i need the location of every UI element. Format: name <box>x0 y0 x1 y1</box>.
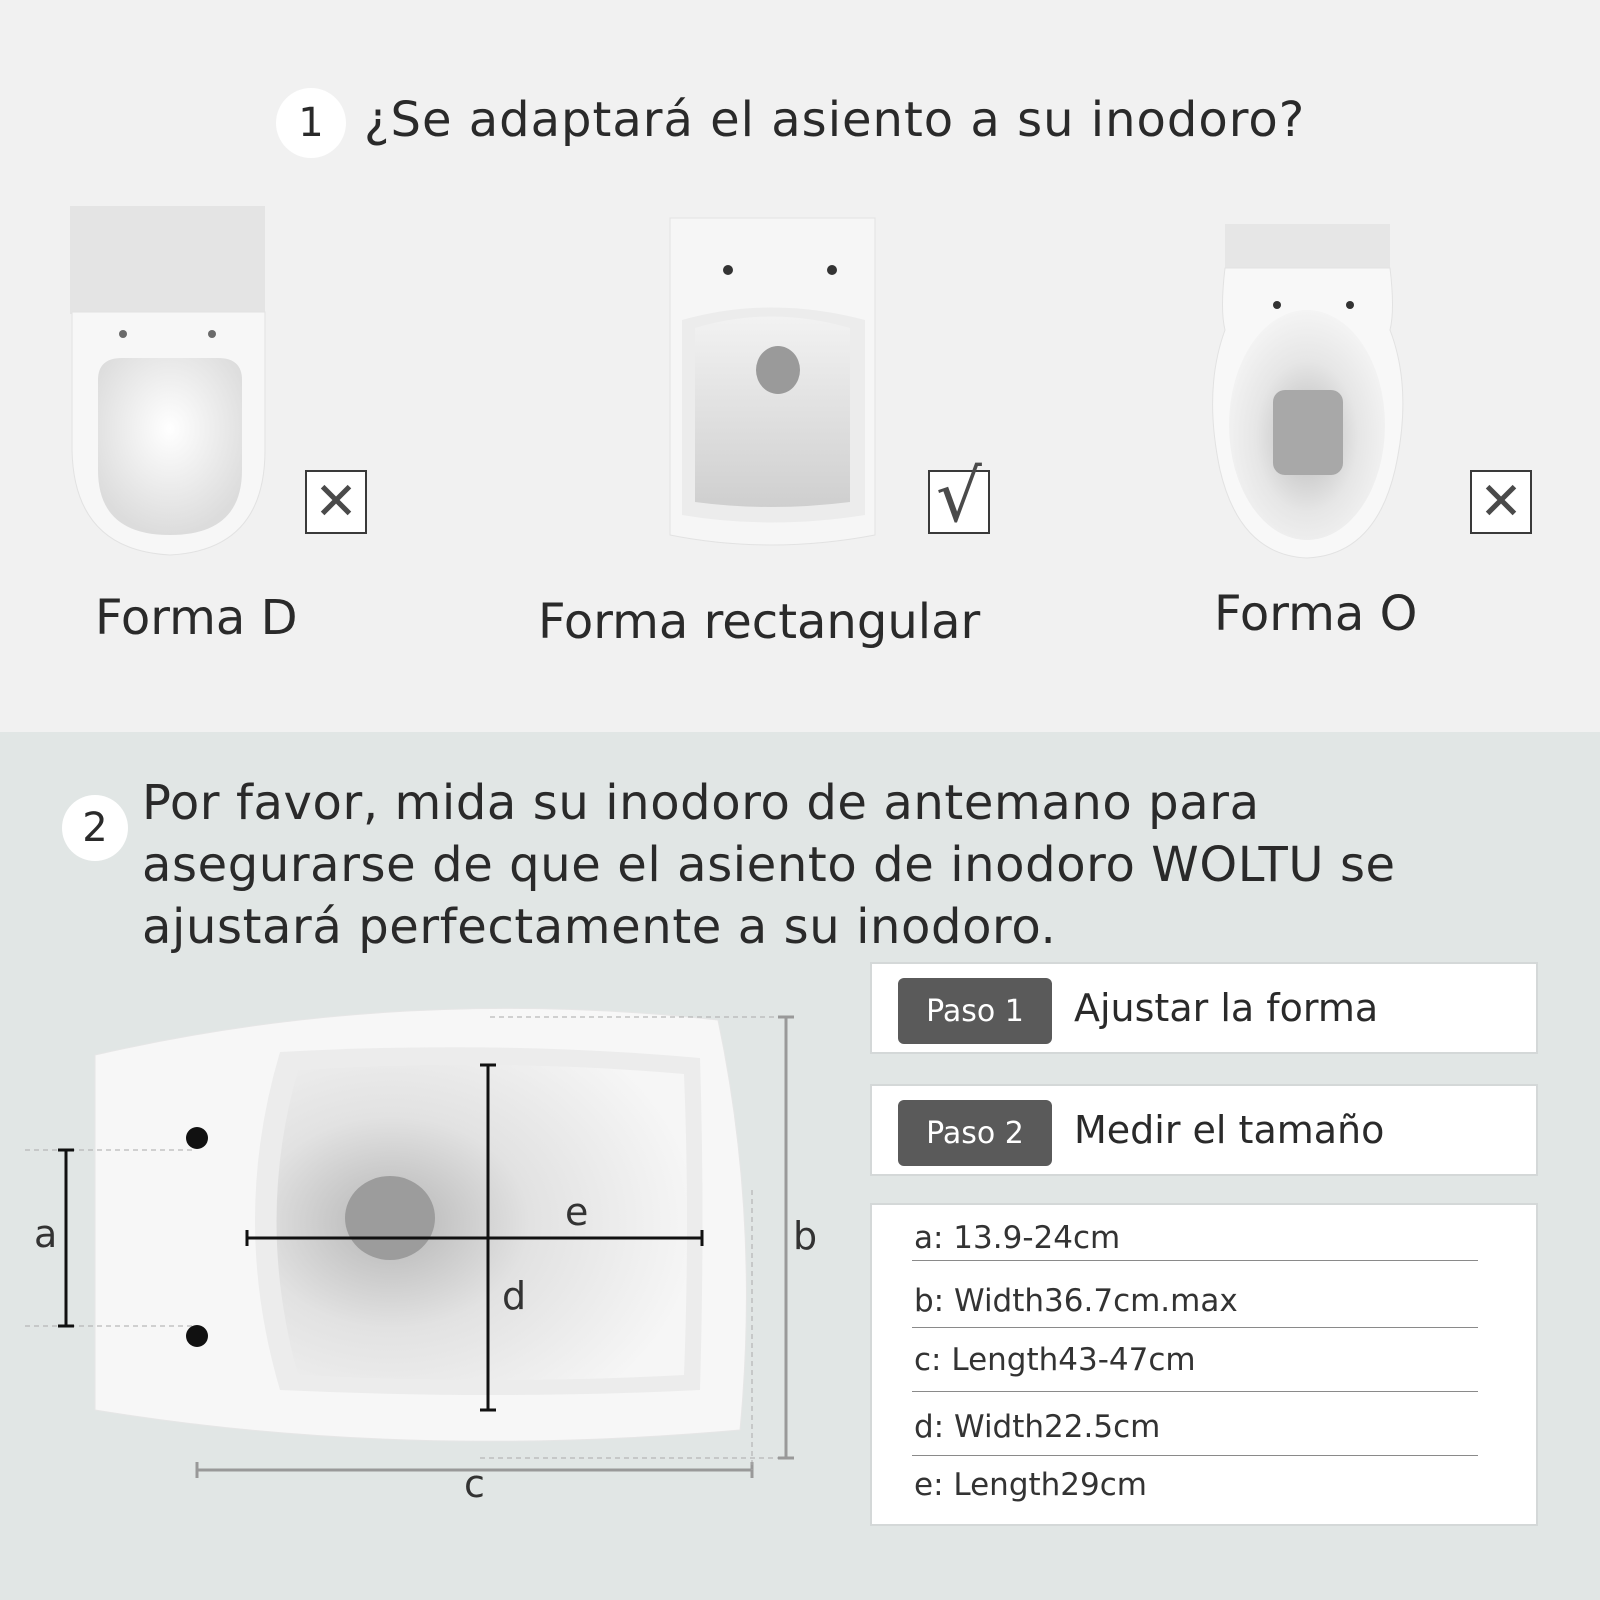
measurement-d: d: Width22.5cm <box>914 1409 1161 1445</box>
dimension-label-a: a <box>34 1212 58 1256</box>
divider <box>912 1327 1478 1328</box>
measurement-e: e: Length29cm <box>914 1467 1147 1503</box>
instruction-line: Por favor, mida su inodoro de antemano para <box>142 775 1260 831</box>
measurement-b: b: Width36.7cm.max <box>914 1283 1238 1319</box>
step-1-badge: Paso 1 <box>898 978 1052 1044</box>
dimension-label-e: e <box>565 1190 589 1234</box>
step-2-badge: Paso 2 <box>898 1100 1052 1166</box>
dimension-label-d: d <box>502 1274 527 1318</box>
toilet-o-shape-image <box>1195 220 1425 570</box>
step-2-box <box>870 1084 1538 1176</box>
measurement-c: c: Length43-47cm <box>914 1342 1196 1378</box>
not-fit-mark-o: ✕ <box>1470 470 1532 534</box>
step-2-text: Medir el tamaño <box>1074 1108 1385 1152</box>
instruction-line: ajustará perfectamente a su inodoro. <box>142 899 1057 955</box>
toilet-measurement-diagram <box>0 990 850 1520</box>
divider <box>912 1260 1478 1261</box>
measurements-box <box>870 1203 1538 1526</box>
step-1-text: Ajustar la forma <box>1074 986 1379 1030</box>
dimension-label-c: c <box>464 1462 485 1506</box>
shape-label-d: Forma D <box>95 590 298 646</box>
shape-label-o: Forma O <box>1214 586 1418 642</box>
step-number-1: 1 <box>276 88 346 158</box>
fit-checkmark-rectangular: √ <box>928 470 990 534</box>
step-number-2: 2 <box>62 795 128 861</box>
divider <box>912 1391 1478 1392</box>
not-fit-mark-d: ✕ <box>305 470 367 534</box>
divider <box>912 1455 1478 1456</box>
step-1-box <box>870 962 1538 1054</box>
section-2-instructions <box>142 772 1396 958</box>
toilet-d-shape-image <box>60 200 280 560</box>
section-1-title: ¿Se adaptará el asiento a su inodoro? <box>364 92 1306 148</box>
dimension-label-b: b <box>793 1214 818 1258</box>
instruction-line: asegurarse de que el asiento de inodoro WOLTU se <box>142 837 1396 893</box>
shape-label-rectangular: Forma rectangular <box>538 594 981 650</box>
toilet-rectangular-image <box>660 210 900 560</box>
measurement-a: a: 13.9-24cm <box>914 1220 1121 1256</box>
